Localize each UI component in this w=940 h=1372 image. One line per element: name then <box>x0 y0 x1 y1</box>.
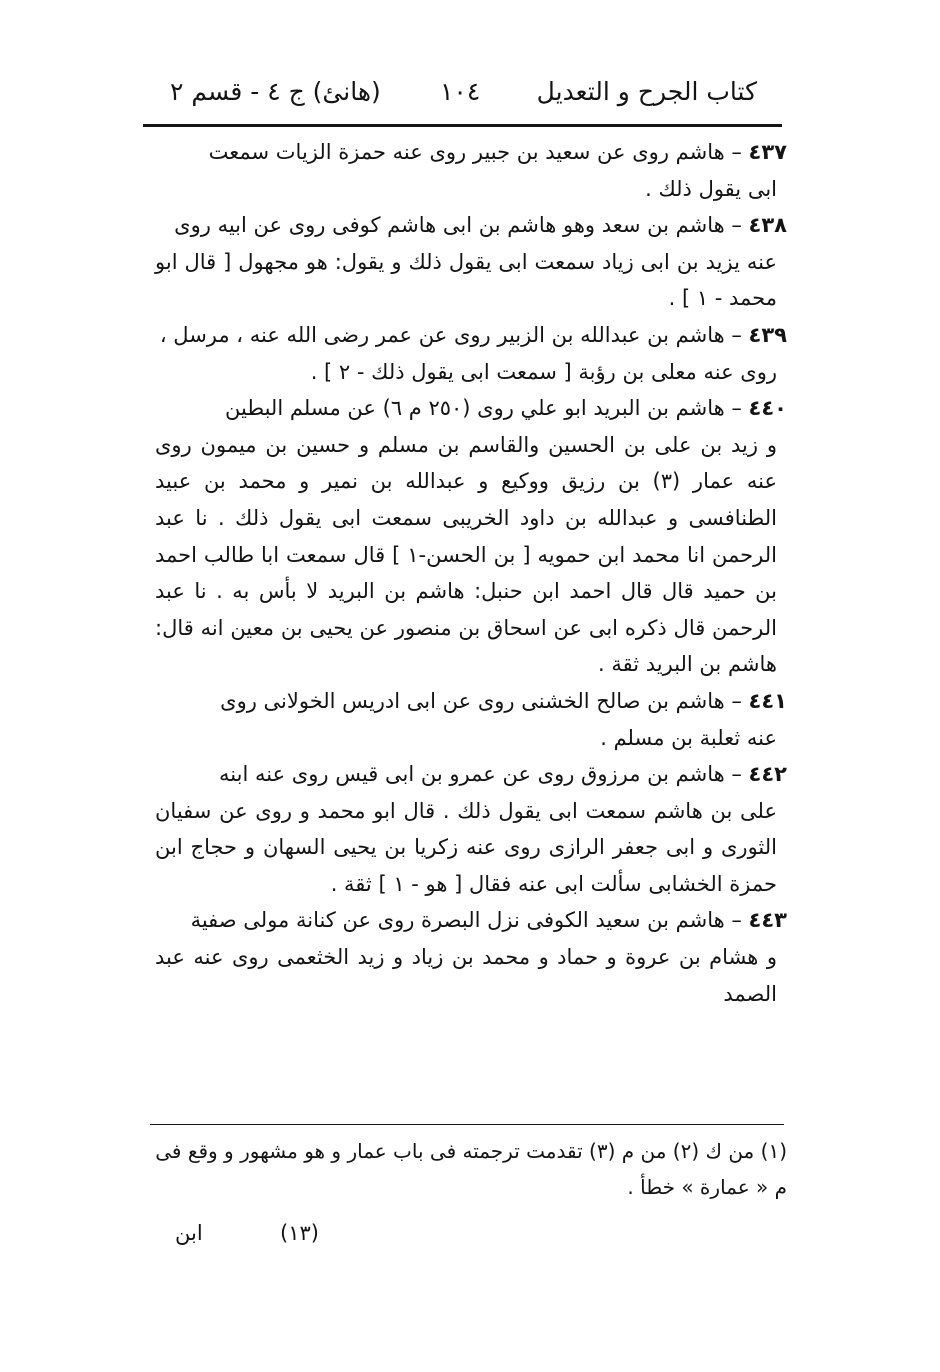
footnote-rule <box>150 1124 784 1125</box>
entry-first-line: – هاشم بن صالح الخشنى روى عن ابى ادريس الخولانى روى <box>220 688 742 713</box>
page-number: ١٠٤ <box>440 77 481 106</box>
entries-block <box>155 134 787 1012</box>
entry-continuation: عنه يزيد بن ابى زياد سمعت ابى يقول ذلك و يقول: هو مجهول [ قال ابو محمد - ١ ] . <box>155 249 777 311</box>
entry-continuation: و هشام بن عروة و حماد و محمد بن زياد و زيد الخثعمى روى عنه عبد الصمد <box>155 945 777 1006</box>
entry-443 <box>155 902 787 1012</box>
running-head-volume: (هانئ) ج ٤ - قسم ٢ <box>170 77 381 106</box>
footnotes: (١) من ك (٢) من م (٣) تقدمت ترجمته فى باب عمار و هو مشهور و وقع فى م « عمارة » خطأ . <box>155 1139 787 1199</box>
entry-continuation: على بن هاشم سمعت ابى يقول ذلك . قال ابو محمد و روى عن سفيان الثورى و ابى جعفر الرازى روى عنه زكريا بن يحيى السهان و حجاج ابن حمزة الخشابى سألت ابى عنه فقال [ هو - ١ ] ثقة . <box>155 798 777 896</box>
entry-number: ٤٤٠ <box>748 396 787 421</box>
entry-first-line: – هاشم بن سعيد الكوفى نزل البصرة روى عن كنانة مولى صفية <box>190 908 742 933</box>
entry-continuation: عنه ثعلبة بن مسلم . <box>600 725 777 750</box>
running-head-book-title: كتاب الجرح و التعديل <box>536 77 757 106</box>
signature-mark: (١٣) <box>280 1221 319 1245</box>
entry-first-line: – هاشم بن عبدالله بن الزبير روى عن عمر رضى الله عنه ، مرسل ، <box>159 322 742 347</box>
catchword: ابن <box>175 1221 203 1245</box>
entry-continuation: و زيد بن على بن الحسين والقاسم بن مسلم و حسين بن ميمون روى عنه عمار (٣) بن رزيق ووكيع و عبدالله بن نمير و محمد بن عبيد الطنافسى و عبدالله بن داود الخريبى سمعت ابى يقول ذلك . نا عبد الرحمن انا محمد ابن حمويه [ بن الحسن-١ ] قال سمعت ابا طالب احمد بن حميد قال قال احمد ابن حنبل: هاشم بن البريد لا بأس به . نا عبد الرحمن قال ذكره ابى عن اسحاق بن منصور عن يحيى بن معين انه قال: هاشم بن البريد ثقة . <box>155 432 777 677</box>
entry-number: ٤٤٢ <box>748 762 787 787</box>
entry-first-line: – هاشم بن سعد وهو هاشم بن ابى هاشم كوفى روى عن ابيه روى <box>174 213 742 238</box>
entry-continuation: روى عنه معلى بن رؤبة [ سمعت ابى يقول ذلك - ٢ ] . <box>310 359 777 384</box>
entry-number: ٤٤١ <box>748 688 787 713</box>
entry-number: ٤٣٩ <box>748 322 787 347</box>
entry-first-line: – هاشم روى عن سعيد بن جبير روى عنه حمزة الزيات سمعت <box>208 140 742 164</box>
entry-437 <box>155 134 787 207</box>
entry-439 <box>155 317 787 390</box>
entry-441 <box>155 683 787 756</box>
entry-440 <box>155 390 787 683</box>
entry-number: ٤٣٧ <box>748 140 787 164</box>
entry-first-line: – هاشم بن البريد ابو علي روى (٢٥٠ م ٦) عن مسلم البطين <box>225 396 742 421</box>
entry-first-line: – هاشم بن مرزوق روى عن عمرو بن ابى قيس روى عنه ابنه <box>219 762 742 787</box>
entry-number: ٤٤٣ <box>748 908 787 933</box>
header-rule <box>143 124 782 127</box>
entry-continuation: ابى يقول ذلك . <box>645 176 777 201</box>
entry-438 <box>155 207 787 317</box>
entry-442 <box>155 756 787 902</box>
entry-number: ٤٣٨ <box>748 213 787 238</box>
